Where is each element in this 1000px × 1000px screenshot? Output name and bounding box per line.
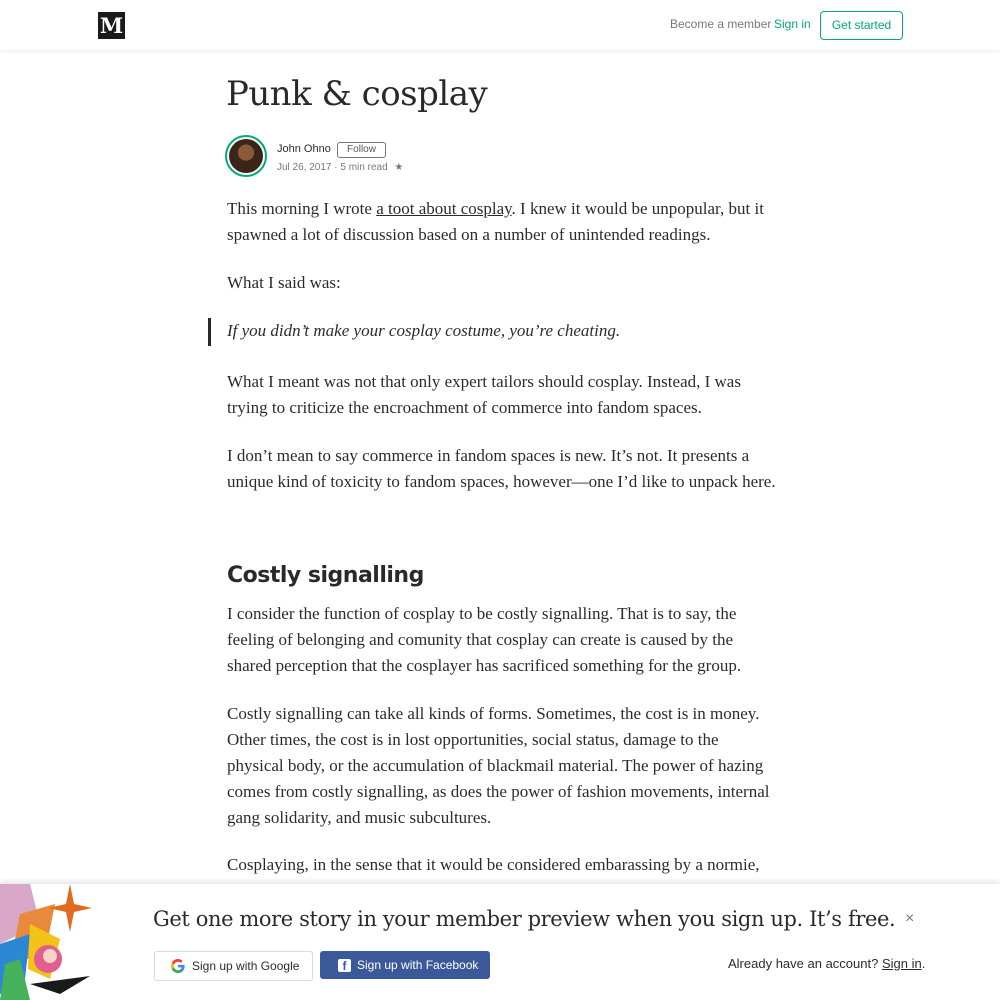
paragraph	[227, 196, 777, 248]
facebook-icon: f	[338, 959, 351, 972]
follow-button[interactable]: Follow	[337, 142, 386, 158]
paragraph: I don’t mean to say commerce in fandom spaces is new. It’s not. It presents a unique kind of toxicity to fandom spaces, however—one I’d like to unpack here.	[227, 446, 776, 491]
block-quote: If you didn’t make your cosplay costume, you’re cheating.	[227, 321, 621, 340]
paragraph-text: This morning I wrote	[227, 199, 377, 218]
star-icon: ★	[394, 162, 404, 173]
google-button-label: Sign up with Google	[192, 959, 300, 973]
close-icon[interactable]: ×	[905, 910, 915, 927]
paragraph: What I meant was not that only expert tailors should cosplay. Instead, I was trying to criticize the encroachment of commerce into fandom spaces.	[227, 372, 741, 417]
paragraph: What I said was:	[227, 273, 341, 292]
avatar-image	[229, 139, 263, 173]
paragraph: Cosplaying, in the sense that it would be considered embarassing by a normie,	[227, 855, 760, 874]
read-time: 5 min read	[340, 162, 388, 173]
already-have-account-text	[728, 956, 925, 971]
top-navigation-bar	[0, 0, 1000, 50]
signup-banner	[0, 884, 1000, 1000]
banner-title: Get one more story in your member preview when you sign up. It’s free.	[153, 907, 896, 931]
section-heading: Costly signalling	[227, 563, 424, 588]
paragraph: I consider the function of cosplay to be costly signalling. That is to say, the feeling of belonging and comunity that cosplay can create is caused by the shared perception that the cosplayer has sacrificed something for the group.	[227, 604, 742, 675]
period: .	[921, 956, 926, 971]
quote-bar	[208, 318, 211, 346]
paragraph-text: . I knew it would be unpopular, but it spawned a lot of discussion based on a number of unintended readings.	[227, 199, 764, 244]
paragraph: Costly signalling can take all kinds of forms. Sometimes, the cost is in money. Other times, the cost is in lost opportunities, social status, damage to the physical body, or the accumulation of blackmail material. The power of hazing comes from costly signalling, as does the power of fashion movements, internal gang solidarity, and music subcultures.	[227, 704, 770, 827]
article-meta	[277, 162, 403, 173]
google-icon	[171, 959, 185, 973]
sign-up-with-google-button[interactable]	[154, 951, 313, 981]
medium-logo[interactable]: M	[99, 13, 124, 38]
meta-separator: ·	[334, 162, 341, 173]
publish-date: Jul 26, 2017	[277, 162, 332, 173]
already-label: Already have an account?	[728, 956, 882, 971]
toot-link[interactable]: a toot about cosplay	[376, 199, 512, 218]
banner-sign-in-link[interactable]: Sign in	[881, 956, 922, 971]
sign-in-link[interactable]: Sign in	[774, 17, 811, 31]
become-member-link[interactable]: Become a member	[670, 17, 772, 31]
get-started-button[interactable]: Get started	[820, 11, 903, 40]
author-name[interactable]: John Ohno	[277, 143, 331, 155]
banner-illustration	[0, 884, 95, 1000]
facebook-button-label: Sign up with Facebook	[357, 958, 479, 972]
author-avatar[interactable]	[225, 135, 267, 177]
sign-up-with-facebook-button[interactable]	[320, 951, 490, 979]
article-title: Punk & cosplay	[226, 74, 488, 114]
